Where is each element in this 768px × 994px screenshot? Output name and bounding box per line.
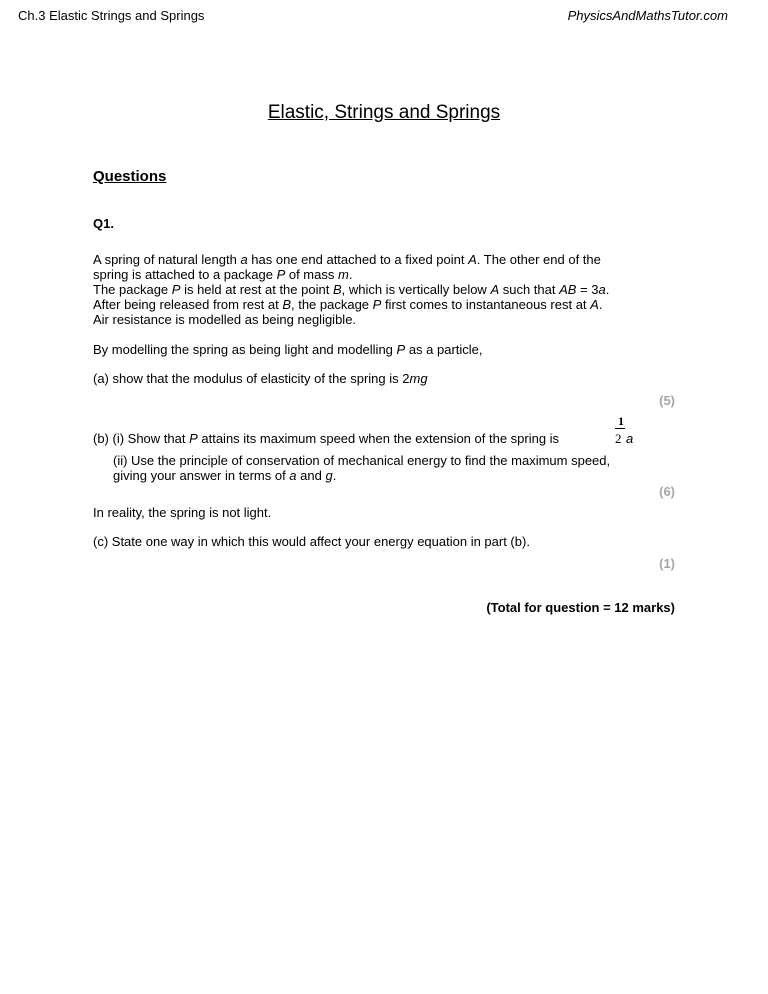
fraction-numerator: 1	[618, 414, 624, 428]
reality-statement: In reality, the spring is not light.	[93, 505, 272, 520]
page-header-chapter: Ch.3 Elastic Strings and Springs	[18, 8, 205, 23]
document-title: Elastic, Strings and Springs	[267, 102, 501, 123]
fraction-bar	[615, 428, 625, 429]
part-b-i: (b) (i) Show that P attains its maximum speed when the extension of the spring is	[93, 431, 560, 446]
page-header-site: PhysicsAndMathsTutor.com	[567, 8, 728, 23]
marks-part-b: (6)	[659, 484, 675, 499]
intro-line-4: After being released from rest at B, the package P first comes to instantaneous rest at A.	[93, 297, 603, 312]
section-heading: Questions	[93, 168, 167, 185]
part-b-ii-line-1: (ii) Use the principle of conservation of mechanical energy to find the maximum speed,	[113, 453, 611, 468]
modelling-statement: By modelling the spring as being light and modelling P as a particle,	[93, 342, 483, 357]
intro-line-1: A spring of natural length a has one end attached to a fixed point A. The other end of the	[93, 252, 601, 267]
intro-line-5: Air resistance is modelled as being negligible.	[93, 312, 357, 327]
intro-line-2: spring is attached to a package P of mass m.	[93, 267, 353, 282]
marks-part-a: (5)	[659, 393, 675, 408]
part-c: (c) State one way in which this would affect your energy equation in part (b).	[93, 534, 530, 549]
marks-part-c: (1)	[659, 556, 675, 571]
part-b-ii	[113, 453, 683, 483]
part-a: (a) show that the modulus of elasticity of the spring is 2mg	[93, 371, 428, 386]
intro-line-3: The package P is held at rest at the point B, which is vertically below A such that AB = 3a.	[93, 282, 610, 297]
fraction-denominator: 2	[615, 431, 622, 446]
fraction-variable: a	[626, 431, 634, 446]
question-total: (Total for question = 12 marks)	[486, 600, 675, 615]
question-intro	[93, 252, 683, 327]
part-b-ii-line-2: giving your answer in terms of a and g.	[113, 468, 337, 483]
question-number: Q1.	[93, 216, 114, 231]
